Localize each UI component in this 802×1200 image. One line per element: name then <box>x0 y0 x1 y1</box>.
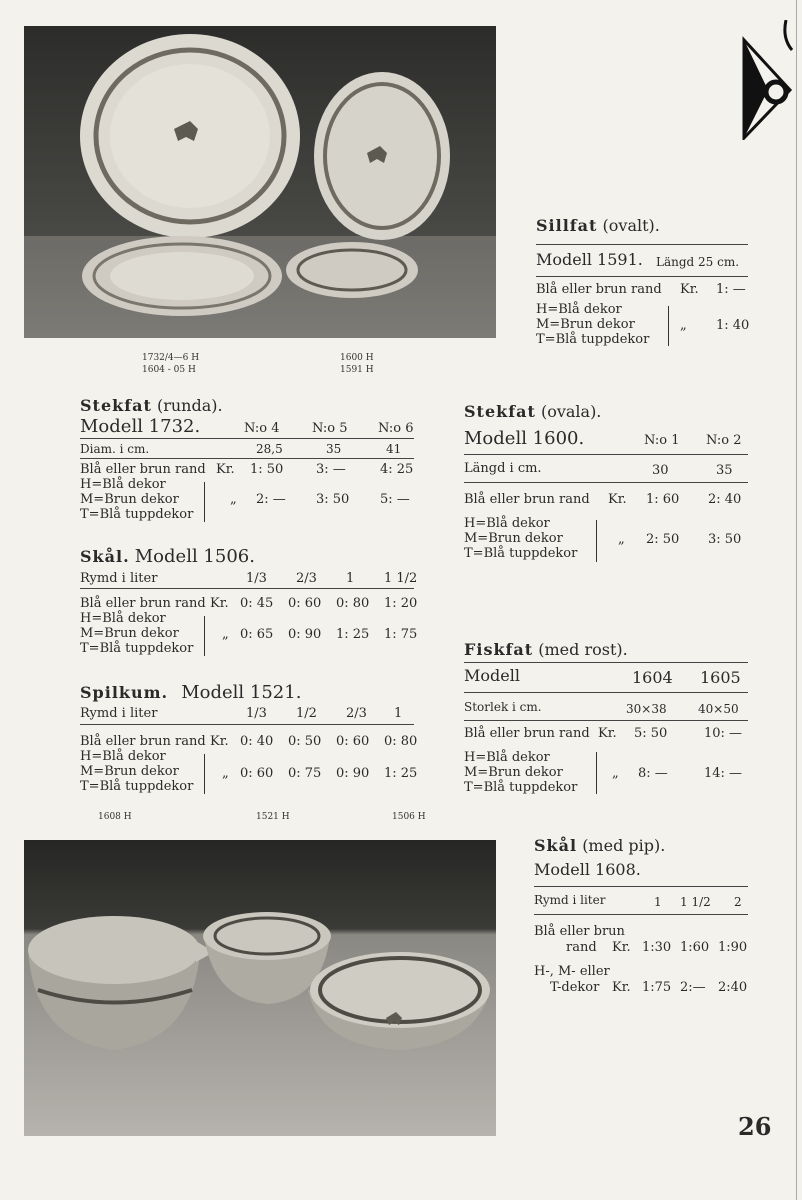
price: 1: 75 <box>384 627 418 642</box>
length-value: 35 <box>716 463 733 478</box>
stekfat-runda-model: Modell 1732. <box>80 416 201 437</box>
decor-mark: „ <box>222 766 229 781</box>
price: 1:75 <box>642 980 672 995</box>
sillfat-decor <box>536 302 649 347</box>
decor-line: H=Blå dekor <box>80 749 166 764</box>
price: 2: 50 <box>646 532 680 547</box>
caption-1521: 1521 H <box>256 812 290 822</box>
price: 4: 25 <box>380 462 414 477</box>
skal-pip-model: Modell 1608. <box>534 860 641 879</box>
row1-label: Blå eller brun rand <box>464 726 590 741</box>
decor-mark: „ <box>230 492 237 507</box>
decor-mark: „ <box>612 766 619 781</box>
row1-label: Blå eller brun rand <box>464 492 590 507</box>
price: 0: 40 <box>240 734 274 749</box>
skal-pip-sub: (med pip). <box>582 836 666 855</box>
row2-kr: Kr. <box>612 980 631 995</box>
price: 1:60 <box>680 940 710 955</box>
size-label: Storlek i cm. <box>464 700 542 714</box>
volume: 2/3 <box>346 706 367 721</box>
photo-platters <box>24 26 496 338</box>
row1-label: Blå eller brun rand <box>80 462 206 477</box>
row1-kr: Kr. <box>210 596 229 611</box>
decor-mark: „ <box>222 627 229 642</box>
decor-line: T=Blå tuppdekor <box>464 780 578 795</box>
volume: 1/3 <box>246 706 267 721</box>
sillfat-row1-price: 1: — <box>716 282 746 297</box>
price: 0: 75 <box>288 766 322 781</box>
price: 0: 90 <box>336 766 370 781</box>
price: 0: 65 <box>240 627 274 642</box>
decor-line: T=Blå tuppdekor <box>464 546 578 561</box>
caption-line: 1732/4—6 H <box>142 353 200 363</box>
stekfat-runda-title: Stekfat <box>80 396 152 415</box>
decor-line: H=Blå dekor <box>80 477 166 492</box>
fiskfat-title: Fiskfat <box>464 640 534 659</box>
stekfat-ovala-sub: (ovala). <box>540 402 602 421</box>
price: 2:— <box>680 980 706 995</box>
row1-kr: Kr. <box>210 734 229 749</box>
row1-kr: Kr. <box>598 726 617 741</box>
volume: 1 1/2 <box>384 571 418 586</box>
volume: 1 <box>346 571 355 586</box>
photo-bowls <box>24 840 496 1136</box>
sillfat-length: Längd 25 cm. <box>656 255 740 269</box>
decor-list <box>80 611 193 656</box>
decor-list <box>80 477 193 522</box>
diam-value: 35 <box>326 442 342 456</box>
sillfat-decor-mark: „ <box>680 318 687 333</box>
decor-line: H=Blå dekor <box>536 302 622 317</box>
volume: 1/3 <box>246 571 267 586</box>
caption-1608: 1608 H <box>98 812 132 822</box>
price: 1: 20 <box>384 596 418 611</box>
volume: 2 <box>734 895 742 909</box>
volume: 1 <box>654 895 662 909</box>
size-header: N:o 2 <box>706 433 742 448</box>
decor-line: M=Brun dekor <box>80 764 179 779</box>
volume: 1/2 <box>296 706 317 721</box>
decor-line: T=Blå tuppdekor <box>80 779 194 794</box>
price: 0: 60 <box>336 734 370 749</box>
caption-top-left <box>142 352 199 376</box>
caption-line: 1600 H <box>340 353 374 363</box>
price: 1: 25 <box>384 766 418 781</box>
length-value: 30 <box>652 463 669 478</box>
decor-line: M=Brun dekor <box>536 317 635 332</box>
price: 1: 25 <box>336 627 370 642</box>
skal-model: Modell 1506. <box>134 546 255 567</box>
decor-list <box>80 749 193 794</box>
fiskfat-sub: (med rost). <box>538 640 628 659</box>
price: 0: 50 <box>288 734 322 749</box>
volume-label: Rymd i liter <box>534 893 606 907</box>
price: 8: — <box>638 766 668 781</box>
row1-label: Blå eller brun rand <box>80 596 206 611</box>
size-header: N:o 1 <box>644 433 680 448</box>
page-edge <box>796 0 797 1200</box>
size-header: N:o 6 <box>378 421 414 436</box>
decor-line: H=Blå dekor <box>464 516 550 531</box>
decor-line: T=Blå tuppdekor <box>80 507 194 522</box>
decor-line: M=Brun dekor <box>80 626 179 641</box>
price: 5: 50 <box>634 726 668 741</box>
price: 2:40 <box>718 980 748 995</box>
row1-label: rand <box>566 940 597 955</box>
decor-list <box>464 750 577 795</box>
length-label: Längd i cm. <box>464 461 542 476</box>
caption-top-right <box>340 352 374 376</box>
price: 0: 90 <box>288 627 322 642</box>
price: 2: — <box>256 492 286 507</box>
row2-label: H-, M- eller <box>534 964 610 979</box>
skal-title: Skål. <box>80 547 130 566</box>
price: 1: 50 <box>250 462 284 477</box>
sillfat-decor-price: 1: 40 <box>716 318 750 333</box>
volume-label: Rymd i liter <box>80 571 158 586</box>
stekfat-ovala-model: Modell 1600. <box>464 428 585 449</box>
row1-kr: Kr. <box>608 492 627 507</box>
row1-label: Blå eller brun rand <box>80 734 206 749</box>
row1-label: Blå eller brun <box>534 924 625 939</box>
size-header: N:o 5 <box>312 421 348 436</box>
model-number: 1605 <box>700 668 741 687</box>
decor-line: M=Brun dekor <box>464 765 563 780</box>
diam-label: Diam. i cm. <box>80 442 150 456</box>
size-value: 30×38 <box>626 702 667 716</box>
brand-logo <box>738 20 798 140</box>
stekfat-ovala-title: Stekfat <box>464 402 536 421</box>
spilkum-model: Modell 1521. <box>181 682 302 703</box>
caption-line: 1604 - 05 H <box>142 365 196 375</box>
size-value: 40×50 <box>698 702 739 716</box>
row2-label: T-dekor <box>550 980 600 995</box>
spilkum-title: Spilkum. <box>80 683 169 702</box>
price: 1: 60 <box>646 492 680 507</box>
page-number: 26 <box>738 1112 772 1141</box>
price: 5: — <box>380 492 410 507</box>
price: 3: 50 <box>316 492 350 507</box>
price: 3: 50 <box>708 532 742 547</box>
decor-line: H=Blå dekor <box>80 611 166 626</box>
size-header: N:o 4 <box>244 421 280 436</box>
decor-line: T=Blå tuppdekor <box>536 332 650 347</box>
volume-label: Rymd i liter <box>80 706 158 721</box>
sillfat-row1-label: Blå eller brun rand <box>536 282 662 297</box>
price: 0: 80 <box>384 734 418 749</box>
sillfat-sub: (ovalt). <box>602 216 660 235</box>
volume: 2/3 <box>296 571 317 586</box>
diam-value: 28,5 <box>256 442 283 456</box>
price: 1:90 <box>718 940 748 955</box>
decor-list <box>464 516 577 561</box>
price: 1:30 <box>642 940 672 955</box>
sillfat-model: Modell 1591. <box>536 250 643 269</box>
price: 0: 60 <box>240 766 274 781</box>
price: 14: — <box>704 766 743 781</box>
decor-line: M=Brun dekor <box>80 492 179 507</box>
stekfat-runda-sub: (runda). <box>156 396 223 415</box>
price: 0: 80 <box>336 596 370 611</box>
caption-line: 1591 H <box>340 365 374 375</box>
row1-kr: Kr. <box>612 940 631 955</box>
decor-line: M=Brun dekor <box>464 531 563 546</box>
caption-1506: 1506 H <box>392 812 426 822</box>
skal-pip-title: Skål <box>534 836 578 855</box>
price: 10: — <box>704 726 743 741</box>
price: 2: 40 <box>708 492 742 507</box>
volume: 1 <box>394 706 403 721</box>
model-number: 1604 <box>632 668 673 687</box>
price: 0: 45 <box>240 596 274 611</box>
decor-mark: „ <box>618 532 625 547</box>
decor-line: T=Blå tuppdekor <box>80 641 194 656</box>
price: 0: 60 <box>288 596 322 611</box>
sillfat-row1-kr: Kr. <box>680 282 699 297</box>
decor-line: H=Blå dekor <box>464 750 550 765</box>
sillfat-title: Sillfat <box>536 216 598 235</box>
row1-kr: Kr. <box>216 462 235 477</box>
price: 3: — <box>316 462 346 477</box>
diam-value: 41 <box>386 442 402 456</box>
volume: 1 1/2 <box>680 895 711 909</box>
model-label: Modell <box>464 666 520 685</box>
